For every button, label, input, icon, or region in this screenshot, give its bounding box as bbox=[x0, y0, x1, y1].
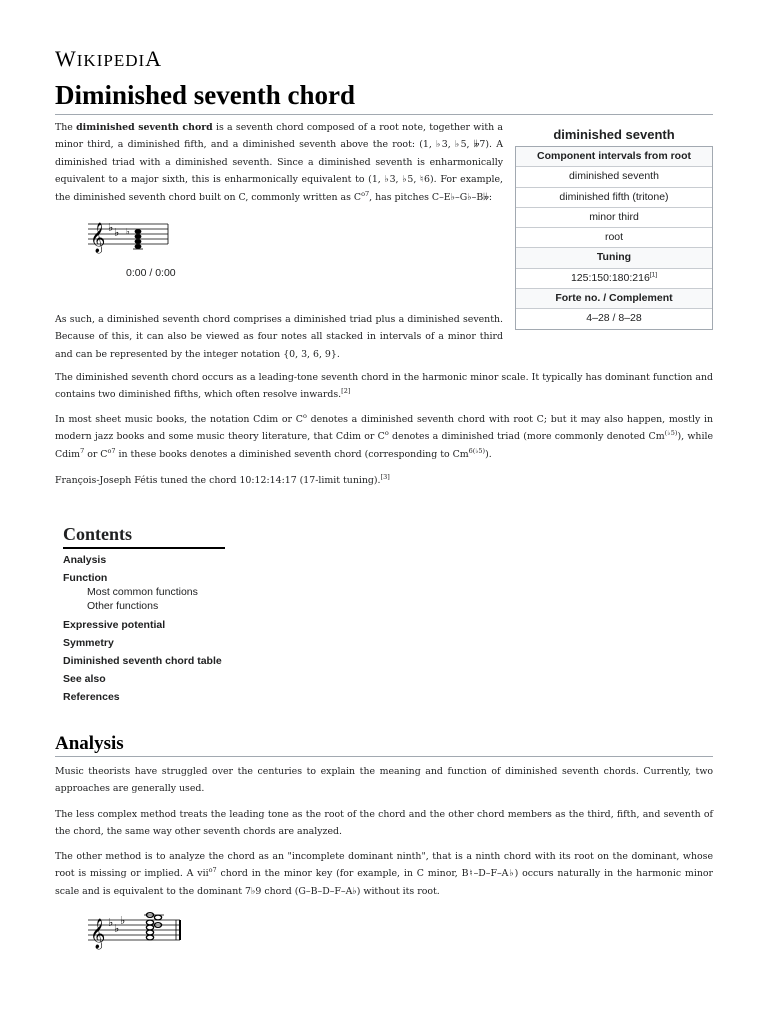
infobox-interval-row[interactable]: diminished seventh bbox=[516, 166, 712, 186]
toc-item-references[interactable]: References bbox=[63, 691, 120, 703]
svg-text:♭: ♭ bbox=[114, 922, 120, 935]
infobox-tuning-header: Tuning bbox=[516, 247, 712, 267]
toc-item-function[interactable]: Function bbox=[63, 572, 108, 584]
intro-paragraph-5: François-Joseph Fétis tuned the chord 10:12:14:17 (17-limit tuning).[3] bbox=[55, 472, 390, 486]
toc-divider bbox=[63, 547, 225, 549]
svg-text:𝄞: 𝄞 bbox=[90, 223, 106, 253]
svg-text:♭: ♭ bbox=[126, 227, 130, 236]
section-divider bbox=[55, 756, 713, 757]
infobox-tuning-value: 125:150:180:216[1] bbox=[516, 268, 712, 288]
title-divider bbox=[55, 114, 713, 115]
citation-link[interactable]: [3] bbox=[380, 472, 390, 481]
toc-subitem-other-functions[interactable]: Other functions bbox=[87, 600, 159, 612]
audio-player-time[interactable]: 0:00 / 0:00 bbox=[126, 267, 176, 279]
analysis-paragraph-1: Music theorists have struggled over the centuries to explain the meaning and function of diminished seventh chords. Currently, two approaches are generally used. bbox=[55, 766, 713, 795]
citation-link[interactable]: [1] bbox=[649, 271, 658, 279]
chord-score-image-2[interactable] bbox=[88, 904, 188, 954]
toc-item-see-also[interactable]: See also bbox=[63, 673, 106, 685]
analysis-paragraph-3: The other method is to analyze the chord as an "incomplete dominant ninth", that is a ninth chord with its root on the dominant, whose root is missing or implied. A vii$^{o7}$ chord in the minor key (for example, in C minor, B♮–D–F–A♭) occurs naturally in the harmonic minor scale and is equivalent to the dominant 7♭9 chord (G–B–D–F–A♭) without its root. bbox=[55, 851, 713, 897]
svg-text:♭: ♭ bbox=[114, 226, 120, 239]
toc-item-analysis[interactable]: Analysis bbox=[63, 554, 107, 566]
section-heading-analysis: Analysis bbox=[55, 733, 124, 754]
page-title: Diminished seventh chord bbox=[55, 80, 356, 110]
infobox-table bbox=[515, 146, 713, 330]
infobox-interval-row[interactable]: root bbox=[516, 227, 712, 247]
svg-text:♭: ♭ bbox=[108, 916, 114, 929]
wikipedia-logo[interactable]: WIKIPEDIA bbox=[55, 46, 163, 71]
intro-paragraph-3: The diminished seventh chord occurs as a leading-tone seventh chord in the harmonic minor scale. It typically has dominant function and contains two diminished fifths, which often resolve inwards.[2] bbox=[55, 372, 713, 401]
intro-paragraph-1: The diminished seventh chord is a seventh chord composed of a root note, together with a minor third, a diminished fifth, and a diminished seventh above the root: (1, ♭3, ♭5, 𝄫7). A diminished triad with a diminished seventh. Since a diminished seventh is enharmonically equivalent to a major sixth, this is enharmonically equivalent to (1, ♭3, ♭5, ♮6). For example, the diminished seventh chord built on C, commonly written as $C^{o7}$, has pitches C–E♭–G♭–B𝄫: bbox=[55, 122, 503, 203]
svg-text:♭: ♭ bbox=[120, 914, 126, 927]
chord-score-image[interactable] bbox=[88, 212, 170, 256]
infobox bbox=[515, 124, 713, 330]
svg-text:𝄞: 𝄞 bbox=[90, 919, 106, 949]
analysis-paragraph-2: The less complex method treats the leading tone as the root of the chord and the other chord members as the third, fifth, and seventh of the chord, the same way other seventh chords are analyzed. bbox=[55, 809, 713, 838]
intro-paragraph-2: As such, a diminished seventh chord comprises a diminished triad plus a diminished seventh. Because of this, it can also be viewed as four notes all stacked in intervals of a minor third and can be represented by the integer notation {0, 3, 6, 9}. bbox=[55, 314, 503, 360]
toc-title: Contents bbox=[63, 524, 133, 544]
infobox-title: diminished seventh bbox=[553, 127, 675, 142]
toc-subitem-most-common-functions[interactable]: Most common functions bbox=[87, 586, 198, 598]
infobox-interval-row[interactable]: minor third bbox=[516, 207, 712, 227]
svg-text:♭: ♭ bbox=[108, 221, 114, 234]
infobox-forte-value[interactable]: 4–28 / 8–28 bbox=[516, 308, 712, 328]
toc-item-expressive-potential[interactable]: Expressive potential bbox=[63, 619, 166, 631]
toc-item-symmetry[interactable]: Symmetry bbox=[63, 637, 114, 649]
toc-item-chord-table[interactable]: Diminished seventh chord table bbox=[63, 655, 222, 667]
citation-link[interactable]: [2] bbox=[341, 387, 351, 396]
infobox-interval-row[interactable]: diminished fifth (tritone) bbox=[516, 187, 712, 207]
infobox-forte-header: Forte no. / Complement bbox=[516, 288, 712, 308]
infobox-intervals-header: Component intervals from root bbox=[516, 147, 712, 166]
intro-paragraph-4: In most sheet music books, the notation Cdim or $C^o$ denotes a diminished seventh chord with root C; but it may also happen, mostly in modern jazz books and some music theory literature, that Cdim or $C^o$ denotes a diminished triad (more commonly denoted $Cm^{(♭5)}$), while Cdim$^7$ or $C^{o7}$ in these books denotes a diminished seventh chord (corresponding to $Cm^{6(♭5)}$). bbox=[55, 411, 713, 460]
